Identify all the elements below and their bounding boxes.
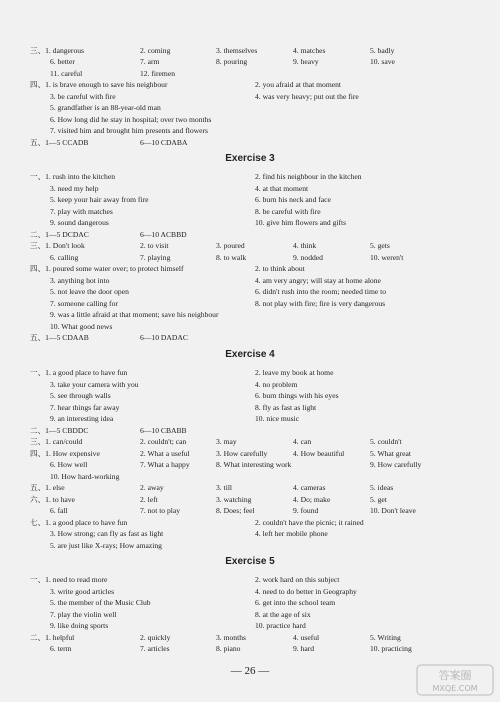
answer-item: 6. calling [50,253,79,262]
answer-item: 7. articles [140,644,170,653]
answer-item: 5. gets [370,241,390,250]
answer-item: 6. burn his neck and face [255,195,331,204]
answer-item: 8. What interesting work [216,460,292,469]
answer-item: 3. may [216,437,237,446]
answer-item: 10. Don't leave [370,506,416,515]
answer-item: 5. What great [370,449,411,458]
answer-item: 10. practice hard [255,621,306,630]
watermark-logo [416,664,494,696]
answer-item: 五、1. else [30,483,65,492]
answer-item: 8. Does; feel [216,506,255,515]
answer-item: 5. Writing [370,633,401,642]
answer-item: 三、1. dangerous [30,46,84,55]
answer-item: 10. save [370,57,395,66]
answer-item: 6. fall [50,506,68,515]
answer-item: 5. get [370,495,387,504]
answer-item: 10. How hard-working [50,472,120,481]
answer-item: 4. left her mobile phone [255,529,328,538]
answer-item: 2. you afraid at that moment [255,80,342,89]
answer-item: 10. give him flowers and gifts [255,218,347,227]
answer-item: 三、1. can/could [30,437,83,446]
answer-item: 7. playing [140,253,171,262]
answer-item: 6—10 DADAC [140,333,188,342]
answer-item: 2. coming [140,46,171,55]
answer-item: 5. not leave the door open [50,287,129,296]
answer-item: 8. be careful with fire [255,207,321,216]
answer-item: 5. see through walls [50,391,111,400]
answer-item: 6. burn things with his eyes [255,391,339,400]
answer-item: 6—10 CDABA [140,138,188,147]
answer-item: 二、1—5 CBDDC [30,426,89,435]
heading-exercise-5: Exercise 5 [225,556,275,567]
answer-item: 12. firemen [140,69,176,78]
answer-item: 4. think [293,241,317,250]
answer-item: 3. watching [216,495,252,504]
answer-item: 7. play with matches [50,207,113,216]
answer-item: 4. was very heavy; put out the fire [255,92,359,101]
answer-item: 一、1. need to read more [30,575,108,584]
answer-item: 7. What a happy [140,460,190,469]
answer-item: 2. away [140,483,164,492]
answer-item: 3. How carefully [216,449,268,458]
svg-text:答案圈: 答案圈 [438,669,472,682]
answer-item: 9. like doing sports [50,621,109,630]
answer-item: 4. at that moment [255,184,309,193]
answer-item: 2. couldn't have the picnic; it rained [255,518,364,527]
answer-item: 9. found [293,506,319,515]
answer-item: 6—10 CBABB [140,426,187,435]
answer-item: 7. not to play [140,506,181,515]
answer-item: 7. play the violin well [50,610,117,619]
answer-item: 8. at the age of six [255,610,311,619]
answer-item: 2. What a useful [140,449,190,458]
answer-item: 8. to walk [216,253,247,262]
answer-item: 7. someone calling for [50,299,118,308]
answer-item: 2. to visit [140,241,169,250]
svg-text:MXQE.COM: MXQE.COM [432,684,478,693]
answer-item: 3. months [216,633,246,642]
answer-item: 4. am very angry; will stay at home alone [255,276,381,285]
answer-item: 8. not play with fire; fire is very dangerous [255,299,386,308]
answer-item: 10. weren't [370,253,404,262]
answer-item: 9. How carefully [370,460,422,469]
answer-item: 一、1. a good place to have fun [30,368,128,377]
answer-item: 6. better [50,57,75,66]
answer-item: 六、1. to have [30,495,75,504]
answer-item: 3. take your camera with you [50,380,139,389]
answer-item: 二、1. helpful [30,633,75,642]
answer-item: 10. nice music [255,414,300,423]
answer-item: 2. work hard on this subject [255,575,340,584]
page-number: — 26 — [230,665,270,677]
answer-item: 2. find his neighbour in the kitchen [255,172,362,181]
answer-item: 四、1. How expensive [30,449,100,458]
answer-item: 6. How long did he stay in hospital; over two months [50,115,212,124]
answer-item: 2. quickly [140,633,171,642]
answer-item: 6—10 ACBBD [140,230,187,239]
answer-item: 9. an interesting idea [50,414,114,423]
answer-item: 4. Do; make [293,495,331,504]
answer-item: 5. are just like X-rays; How amazing [50,541,162,550]
answer-item: 四、1. is brave enough to save his neighbour [30,80,168,89]
answer-item: 3. themselves [216,46,258,55]
answer-item: 七、1. a good place to have fun [30,518,128,527]
answer-item: 3. need my help [50,184,99,193]
answer-item: 9. heavy [293,57,319,66]
answer-item: 四、1. poured some water over; to protect himself [30,264,184,273]
answer-item: 五、1—5 CCADB [30,138,89,147]
answer-item: 5. keep your hair away from fire [50,195,149,204]
answer-item: 2. couldn't; can [140,437,187,446]
heading-exercise-3: Exercise 3 [225,153,275,164]
heading-exercise-4: Exercise 4 [225,349,275,360]
answer-item: 4. How beautiful [293,449,345,458]
answer-item: 五、1—5 CDAAB [30,333,89,342]
answer-item: 3. be careful with fire [50,92,116,101]
answer-item: 4. useful [293,633,320,642]
answer-item: 2. leave my book at home [255,368,334,377]
answer-item: 8. fly as fast as light [255,403,317,412]
answer-item: 4. need to do better in Geography [255,587,357,596]
answer-item: 3. write good articles [50,587,115,596]
answer-item: 4. cameras [293,483,326,492]
answer-item: 8. pouring [216,57,248,66]
answer-item: 5. couldn't [370,437,402,446]
answer-item: 7. hear things far away [50,403,120,412]
answer-item: 4. can [293,437,312,446]
answer-item: 6. didn't rush into the room; needed time to [255,287,387,296]
answer-item: 7. arm [140,57,160,66]
answer-item: 一、1. rush into the kitchen [30,172,115,181]
answer-item: 2. left [140,495,158,504]
answer-item: 8. piano [216,644,241,653]
answer-item: 7. visited him and brought him presents and flowers [50,126,208,135]
answer-item: 3. poured [216,241,245,250]
answer-item: 5. ideas [370,483,394,492]
answer-item: 6. term [50,644,72,653]
answer-item: 三、1. Don't look [30,241,85,250]
answer-item: 10. practicing [370,644,412,653]
answer-item: 3. till [216,483,233,492]
answer-item: 9. was a little afraid at that moment; save his neighbour [50,310,219,319]
answer-item: 4. matches [293,46,326,55]
answer-item: 5. grandfather is an 88-year-old man [50,103,161,112]
answer-item: 9. nodded [293,253,323,262]
answer-item: 3. anything hot into [50,276,110,285]
answer-item: 11. careful [50,69,83,78]
answer-item: 5. the member of the Music Club [50,598,151,607]
answer-item: 6. How well [50,460,88,469]
answer-item: 6. get into the school team [255,598,336,607]
answer-item: 5. badly [370,46,395,55]
answer-item: 2. to think about [255,264,305,273]
answer-item: 10. What good news [50,322,113,331]
answer-item: 3. How strong; can fly as fast as light [50,529,164,538]
answer-item: 9. hard [293,644,315,653]
answer-item: 二、1—5 DCDAC [30,230,89,239]
answer-item: 4. no problem [255,380,298,389]
answer-item: 9. sound dangerous [50,218,109,227]
